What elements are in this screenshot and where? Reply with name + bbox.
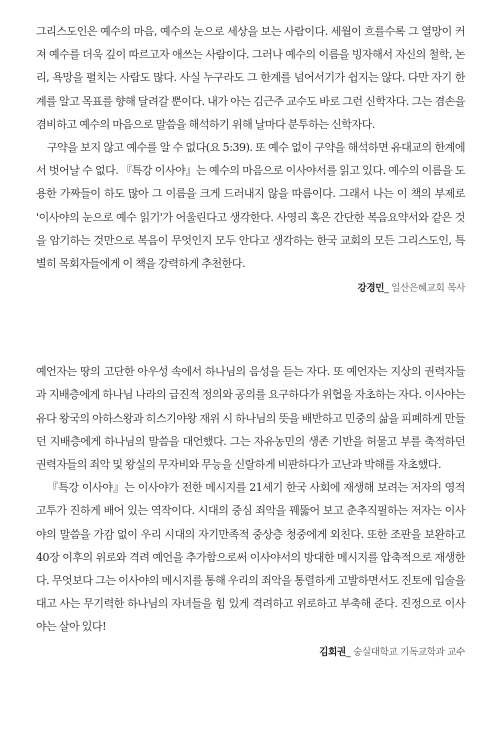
endorsement-1-signature <box>36 279 465 299</box>
endorsement-2-signature <box>36 643 465 663</box>
endorsement-2-paragraph-1: 예언자는 땅의 고단한 아우성 속에서 하나님의 음성을 듣는 자다. 또 예언자는 지상의 권력자들과 지배층에게 하나님 나라의 급진적 정의와 공의를 요구하다가 위협을 자초하는 자다. 이사야는 유다 왕국의 아하스왕과 히스기야왕 재위 시 하나님의 뜻을 배반하고 민중의 삶을 피폐하게 만들던 지배층에게 하나님의 말씀을 대언했다. 그는 자유농민의 생존 기반을 허물고 부를 축적하던 권력자들의 죄악 및 왕실의 무자비와 무능을 신랄하게 비판하다가 고난과 박해를 자초했다. <box>36 365 465 472</box>
endorsement-block-1 <box>36 20 465 299</box>
endorsement-2-paragraph-2: 『특강 이사야』는 이사야가 전한 메시지를 21세기 한국 사회에 재생해 보려는 저자의 영적 고투가 진하게 배어 있는 역작이다. 시대의 중심 죄악을 꿰뚫어 보고 춘추직필하는 저자는 이사야의 말씀을 가감 없이 우리 시대의 자기만족적 중상층 청중에게 외친다. 또한 조판을 보완하고 40장 이후의 위로와 격려 예언을 추가함으로써 이사야서의 방대한 메시지를 압축적으로 재생한다. 무엇보다 그는 이사야의 메시지를 통해 우리의 죄악을 통렬하게 고발하면서도 진토에 입술을 대고 사는 무기력한 하나님의 자녀들을 힘 있게 격려하고 위로하고 부축해 준다. 진정으로 이사야는 살아 있다! <box>36 481 465 634</box>
endorsements-page <box>36 20 465 663</box>
endorsement-block-2 <box>36 360 465 662</box>
endorser-1-role: 일산은혜교회 목사 <box>391 283 465 295</box>
endorsement-1-paragraph-2: 구약을 보지 않고 예수를 알 수 없다(요 5:39). 또 예수 없이 구약을 해석하면 유대교의 한계에서 벗어날 수 없다. 『특강 이사야』는 예수의 마음으로 이사야서를 읽고 있다. 예수의 이름을 도용한 가짜들이 하도 많아 그 이름을 크게 드러내지 않을 따름이다. 그래서 나는 이 책의 부제로 '이사야의 눈으로 예수 읽기'가 어울린다고 생각한다. 사영리 혹은 간단한 복음요약서와 같은 것을 암기하는 것만으로 복음이 무엇인지 모두 안다고 생각하는 한국 교회의 모든 그리스도인, 특별히 목회자들에게 이 책을 강력하게 추천한다. <box>36 141 465 271</box>
endorser-2-role: 숭실대학교 기독교학과 교수 <box>353 646 465 658</box>
endorser-1-separator: _ <box>384 283 392 295</box>
endorser-1-name: 강경민 <box>357 283 385 295</box>
endorser-2-name: 김회권 <box>319 646 346 658</box>
endorser-2-separator: _ <box>345 646 354 658</box>
endorsement-1-paragraph-1: 그리스도인은 예수의 마음, 예수의 눈으로 세상을 보는 사람이다. 세월이 흐를수록 그 열망이 커져 예수를 더욱 깊이 따르고자 애쓰는 사람이다. 그러나 예수의 이름을 빙자해서 자신의 철학, 논리, 욕망을 펼치는 사람도 많다. 사실 누구라도 그 한계를 넘어서기가 쉽지는 않다. 다만 자기 한계를 알고 목표를 향해 달려갈 뿐이다. 내가 아는 김근주 교수도 바로 그런 신학자다. 그는 겸손을 겸비하고 예수의 마음으로 말씀을 해석하기 위해 날마다 분투하는 신학자다. <box>36 25 465 131</box>
